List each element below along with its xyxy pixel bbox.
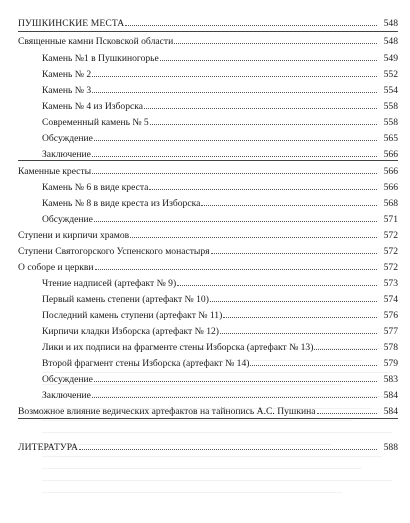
toc-entry[interactable] — [18, 115, 398, 128]
leader-dots — [92, 156, 377, 157]
toc-entry-label: Обсуждение — [42, 374, 93, 385]
leader-dots — [92, 76, 377, 77]
toc-entry-page: 577 — [383, 326, 398, 337]
leader-dots — [94, 221, 377, 222]
leader-dots — [92, 173, 377, 174]
toc-entry-label: Заключение — [42, 390, 91, 401]
leader-dots — [223, 317, 377, 318]
toc-entry[interactable] — [18, 196, 398, 209]
leader-dots — [92, 397, 377, 398]
toc-entry[interactable] — [18, 180, 398, 193]
toc-entry-label: Ступени Святогорского Успенского монастыря — [18, 246, 210, 257]
toc-entry-label: Первый камень степени (артефакт № 10) — [42, 294, 209, 305]
toc-entry[interactable] — [18, 308, 398, 321]
toc-entry-page: 558 — [383, 101, 398, 112]
toc-entry-label: Священные камни Псковской области — [18, 36, 174, 47]
leader-dots — [79, 449, 377, 450]
leader-dots — [250, 365, 377, 366]
toc-entry-page: 584 — [383, 406, 398, 417]
leader-dots — [94, 381, 377, 382]
toc-entry[interactable] — [18, 228, 398, 241]
toc-entry-label: Камень № 2 — [42, 69, 92, 80]
separator-rule — [18, 31, 398, 32]
toc-entry-page: 548 — [383, 36, 398, 47]
toc-entry-label: Возможное влияние ведических артефактов на тайнопись А.С. Пушкина — [18, 406, 316, 417]
toc-entry[interactable] — [18, 164, 398, 177]
toc-entry-page: 566 — [383, 149, 398, 160]
toc-entry-label: Камень № 8 в виде креста из Изборска — [42, 198, 201, 209]
toc-entry-label: Камень № 4 из Изборска — [42, 101, 144, 112]
toc-entry-label: О соборе и церкви — [18, 262, 94, 273]
toc-entry-page: 566 — [383, 182, 398, 193]
toc-entry-label: Камень № 6 в виде креста — [42, 182, 149, 193]
toc-entry[interactable] — [18, 404, 398, 417]
toc-entry-page: 572 — [383, 230, 398, 241]
toc-entry[interactable] — [18, 34, 398, 47]
separator-rule — [18, 160, 398, 161]
toc-entry-label: Чтение надписей (артефакт № 9) — [42, 278, 177, 289]
toc-entry-label: ЛИТЕРАТУРА — [18, 442, 79, 453]
toc-entry-page: 552 — [383, 69, 398, 80]
toc-entry-page: 573 — [383, 278, 398, 289]
toc-entry[interactable] — [18, 16, 398, 29]
toc-entry-label: Обсуждение — [42, 133, 93, 144]
leader-dots — [150, 124, 377, 125]
toc-entry-page: 558 — [383, 117, 398, 128]
toc-entry-page: 566 — [383, 166, 398, 177]
toc-entry[interactable] — [18, 324, 398, 337]
toc-entry-page: 565 — [383, 133, 398, 144]
toc-entry-label: Камень № 3 — [42, 85, 92, 96]
toc-entry-page: 584 — [383, 390, 398, 401]
leader-dots — [211, 253, 377, 254]
leader-dots — [210, 301, 377, 302]
toc-entry-label: Современный камень № 5 — [42, 117, 149, 128]
toc-entry[interactable] — [18, 340, 398, 353]
toc-entry-label: Второй фрагмент стены Изборска (артефакт № 14) — [42, 358, 250, 369]
toc-entry[interactable] — [18, 51, 398, 64]
toc-entry-page: 568 — [383, 198, 398, 209]
toc-entry-label: Заключение — [42, 149, 91, 160]
toc-entry-page: 554 — [383, 85, 398, 96]
leader-dots — [314, 349, 377, 350]
toc-entry[interactable] — [18, 440, 398, 453]
toc-entry-label: Кирпичи кладки Изборска (артефакт № 12) — [42, 326, 219, 337]
toc-entry-page: 578 — [383, 342, 398, 353]
toc-entry[interactable] — [18, 372, 398, 385]
toc-entry-label: ПУШКИНСКИЕ МЕСТА — [18, 18, 125, 29]
toc-entry-label: Лики и их подписи на фрагменте стены Изборска (артефакт № 13) — [42, 342, 314, 353]
leader-dots — [177, 285, 377, 286]
separator-rule — [18, 418, 398, 419]
leader-dots — [92, 92, 377, 93]
toc-entry-page: 576 — [383, 310, 398, 321]
toc-entry[interactable] — [18, 67, 398, 80]
leader-dots — [94, 140, 377, 141]
toc-entry[interactable] — [18, 83, 398, 96]
toc-entry-page: 572 — [383, 262, 398, 273]
toc-entry-page: 583 — [383, 374, 398, 385]
toc-entry-page: 588 — [383, 442, 398, 453]
toc-entry[interactable] — [18, 147, 398, 160]
toc-entry-page: 549 — [383, 53, 398, 64]
toc-entry-page: 574 — [383, 294, 398, 305]
leader-dots — [130, 237, 377, 238]
toc-entry[interactable] — [18, 388, 398, 401]
toc-entry-label: Каменные кресты — [18, 166, 92, 177]
leader-dots — [95, 269, 377, 270]
toc-entry[interactable] — [18, 260, 398, 273]
toc-entry-label: Ступени и кирпичи храмов — [18, 230, 130, 241]
toc-entry[interactable] — [18, 212, 398, 225]
leader-dots — [174, 43, 377, 44]
leader-dots — [160, 60, 377, 61]
toc-entry-page: 579 — [383, 358, 398, 369]
leader-dots — [125, 25, 377, 26]
toc-entry[interactable] — [18, 99, 398, 112]
toc-entry[interactable] — [18, 276, 398, 289]
toc-entry[interactable] — [18, 244, 398, 257]
toc-entry[interactable] — [18, 292, 398, 305]
toc-entry[interactable] — [18, 131, 398, 144]
toc-entry-label: Обсуждение — [42, 214, 93, 225]
leader-dots — [317, 413, 377, 414]
toc-entry-page: 571 — [383, 214, 398, 225]
leader-dots — [149, 189, 377, 190]
leader-dots — [220, 333, 377, 334]
toc-entry-label: Камень №1 в Пушкиногорье — [42, 53, 159, 64]
toc-entry-label: Последний камень ступени (артефакт № 11) — [42, 310, 223, 321]
toc-entry[interactable] — [18, 356, 398, 369]
leader-dots — [201, 205, 377, 206]
toc-entry-page: 548 — [383, 18, 398, 29]
toc-entry-page: 572 — [383, 246, 398, 257]
leader-dots — [144, 108, 377, 109]
